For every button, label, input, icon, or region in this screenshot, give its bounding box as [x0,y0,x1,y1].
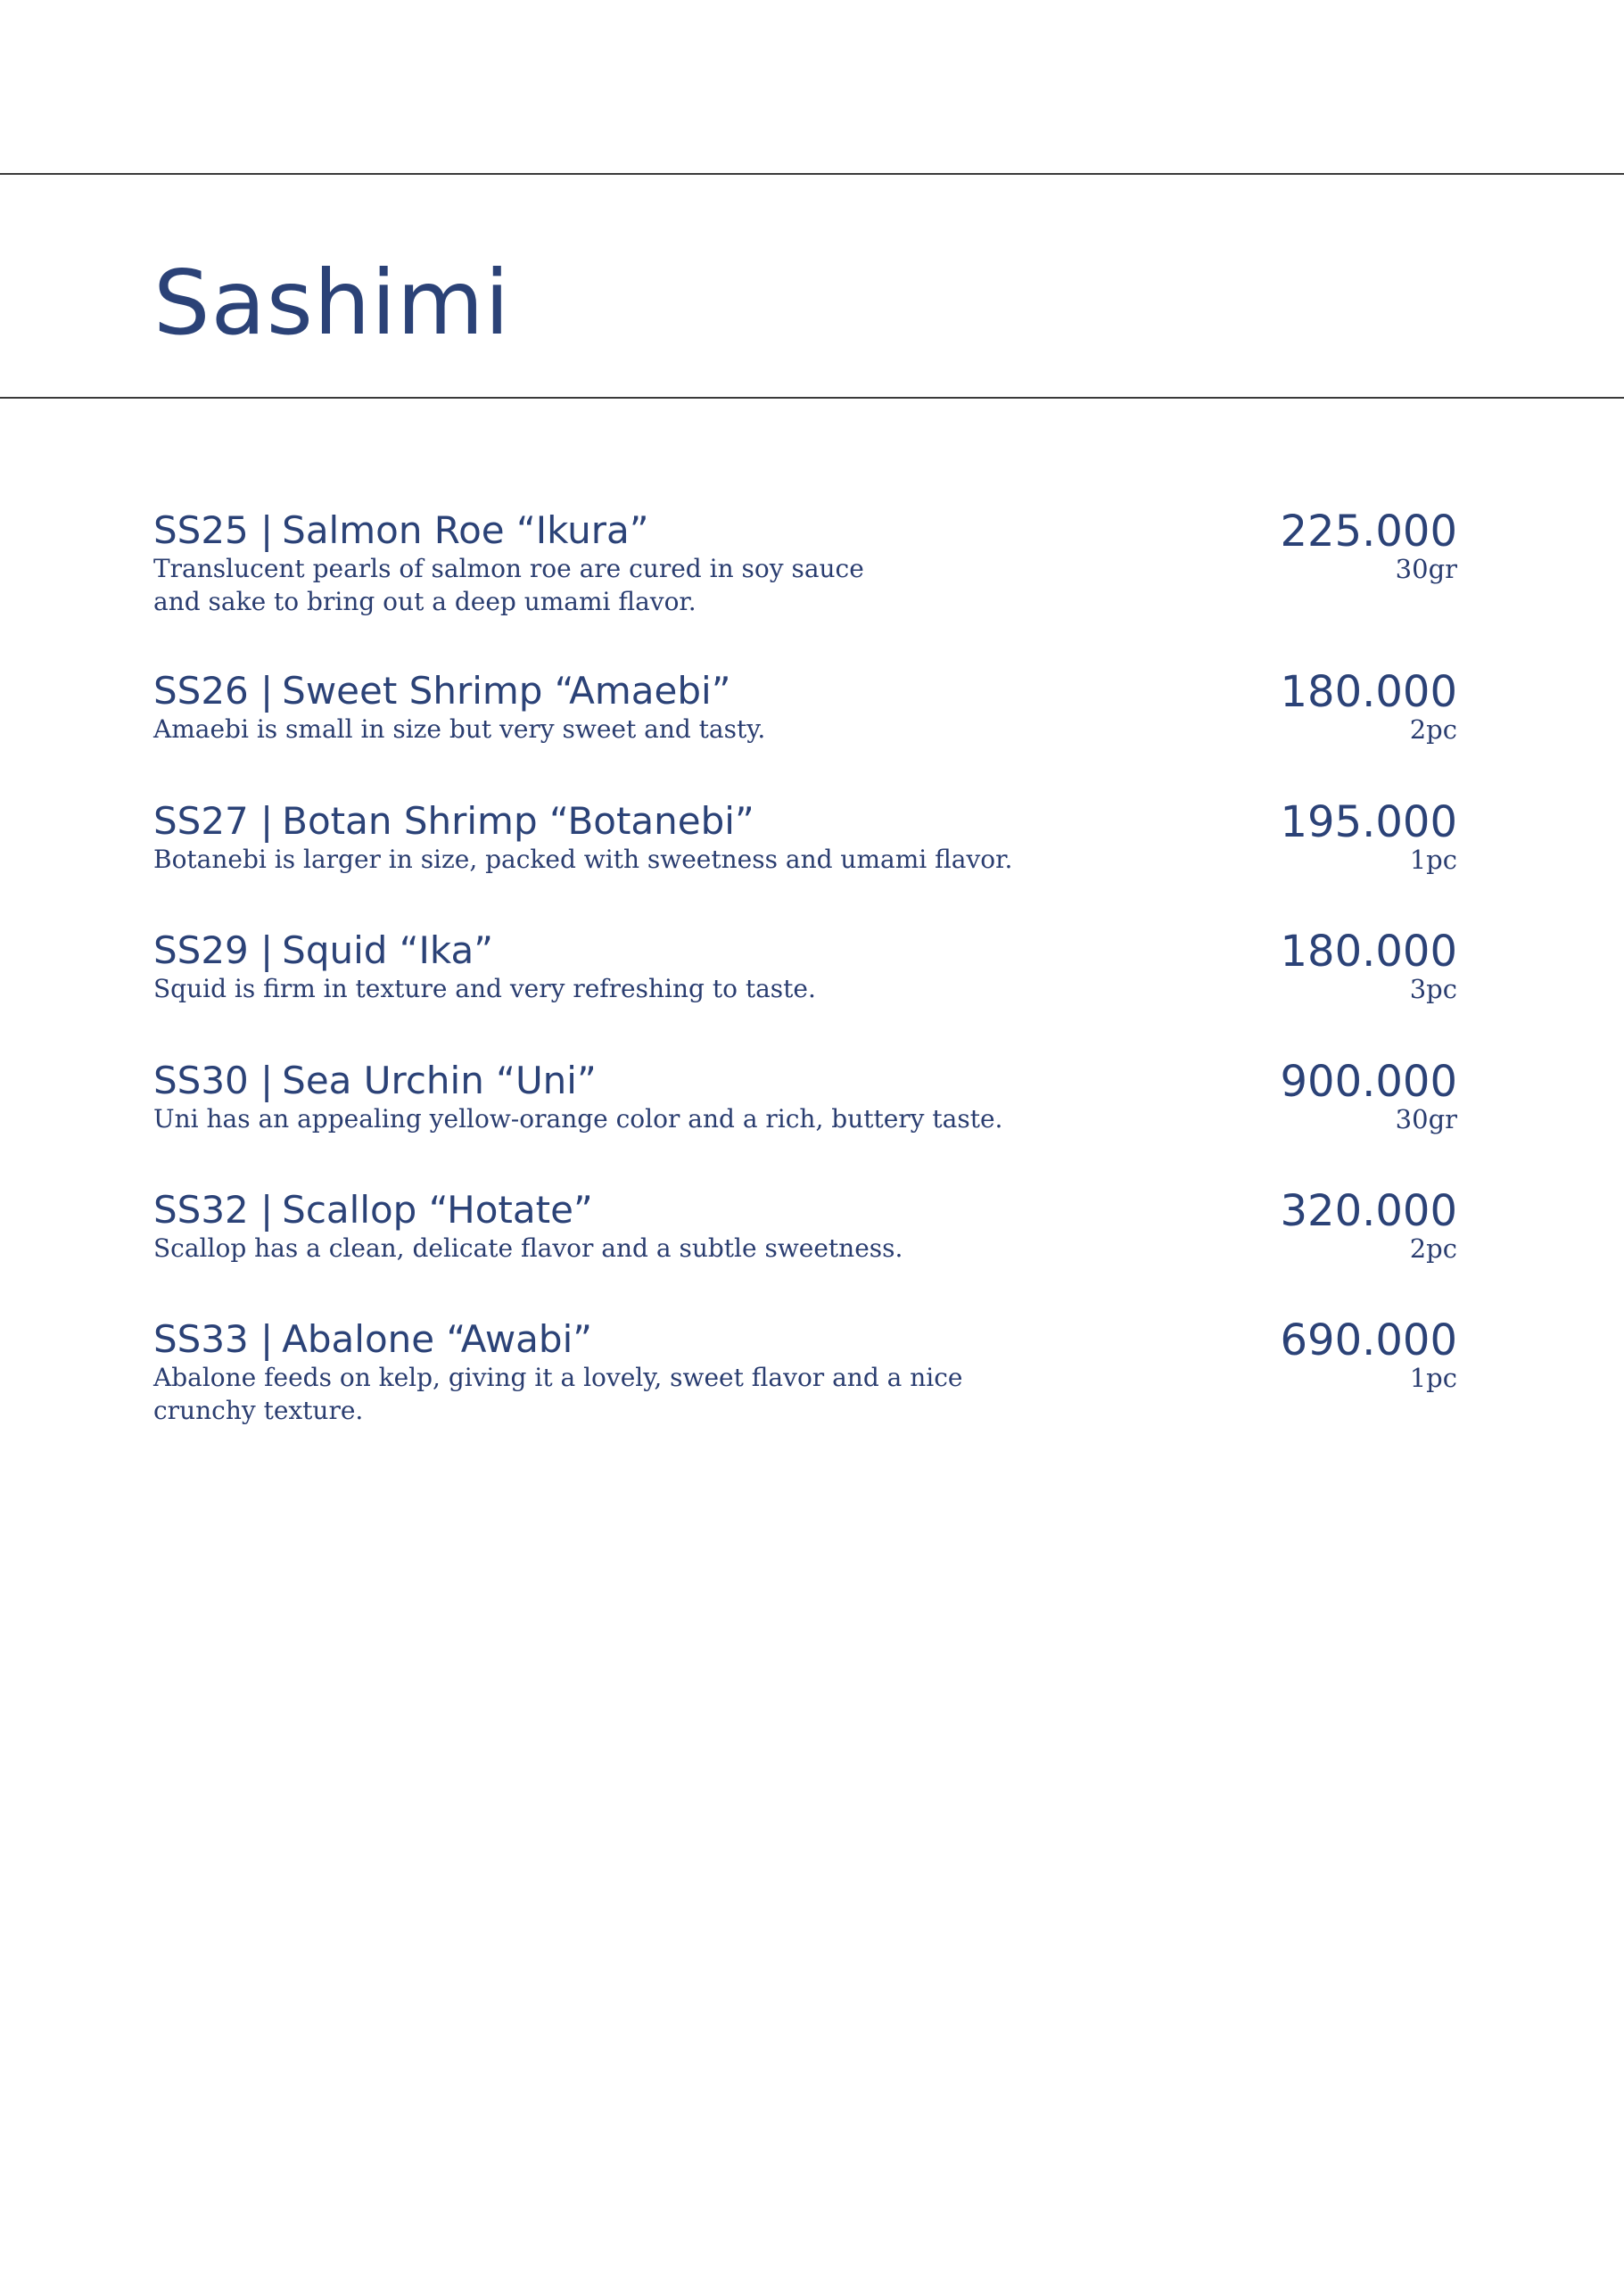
item-quantity: 2pc [1409,714,1457,745]
item-price: 180.000 [1280,667,1457,717]
item-name [153,1059,597,1103]
item-title: Squid “Ika” [282,928,494,972]
item-name [153,1317,592,1362]
item-price: 195.000 [1280,797,1457,847]
item-quantity: 2pc [1409,1233,1457,1264]
item-code: SS26 [153,669,249,713]
item-quantity: 30gr [1395,1104,1457,1134]
item-quantity: 30gr [1395,554,1457,584]
item-price: 320.000 [1280,1186,1457,1236]
item-separator: | [260,1317,274,1361]
item-name [153,799,754,844]
title-divider [0,397,1624,399]
item-name [153,508,649,553]
item-price: 180.000 [1280,927,1457,977]
item-title: Scallop “Hotate” [282,1188,593,1232]
item-name [153,928,493,973]
item-quantity: 1pc [1409,1363,1457,1393]
item-description: Abalone feeds on kelp, giving it a lovely, sweet flavor and a nice crunchy texture. [153,1363,963,1425]
item-code: SS32 [153,1188,249,1232]
item-code: SS33 [153,1317,249,1361]
item-separator: | [260,1188,274,1232]
item-price: 690.000 [1280,1315,1457,1365]
item-separator: | [260,799,274,843]
item-title: Abalone “Awabi” [282,1317,593,1361]
item-separator: | [260,669,274,713]
item-description: Botanebi is larger in size, packed with sweetness and umami flavor. [153,845,1013,874]
item-title: Botan Shrimp “Botanebi” [282,799,754,843]
item-quantity: 3pc [1409,974,1457,1004]
item-title: Salmon Roe “Ikura” [282,508,649,552]
item-separator: | [260,508,274,552]
item-code: SS29 [153,928,249,972]
item-description: Scallop has a clean, delicate flavor and a subtle sweetness. [153,1233,903,1263]
item-description: Uni has an appealing yellow-orange color and a rich, buttery taste. [153,1104,1003,1134]
item-code: SS25 [153,508,249,552]
item-code: SS30 [153,1059,249,1102]
item-title: Sweet Shrimp “Amaebi” [282,669,731,713]
item-price: 900.000 [1280,1057,1457,1107]
item-separator: | [260,928,274,972]
item-price: 225.000 [1280,507,1457,557]
item-description: Squid is firm in texture and very refreshing to taste. [153,974,816,1003]
item-description: Translucent pearls of salmon roe are cured in soy sauce and sake to bring out a deep umami flavor. [153,554,864,616]
item-quantity: 1pc [1409,845,1457,875]
item-code: SS27 [153,799,249,843]
page-title: Sashimi [153,251,511,355]
item-description: Amaebi is small in size but very sweet and tasty. [153,714,766,744]
item-name [153,669,730,713]
top-divider [0,173,1624,175]
item-title: Sea Urchin “Uni” [282,1059,597,1102]
item-name [153,1188,593,1233]
item-separator: | [260,1059,274,1102]
